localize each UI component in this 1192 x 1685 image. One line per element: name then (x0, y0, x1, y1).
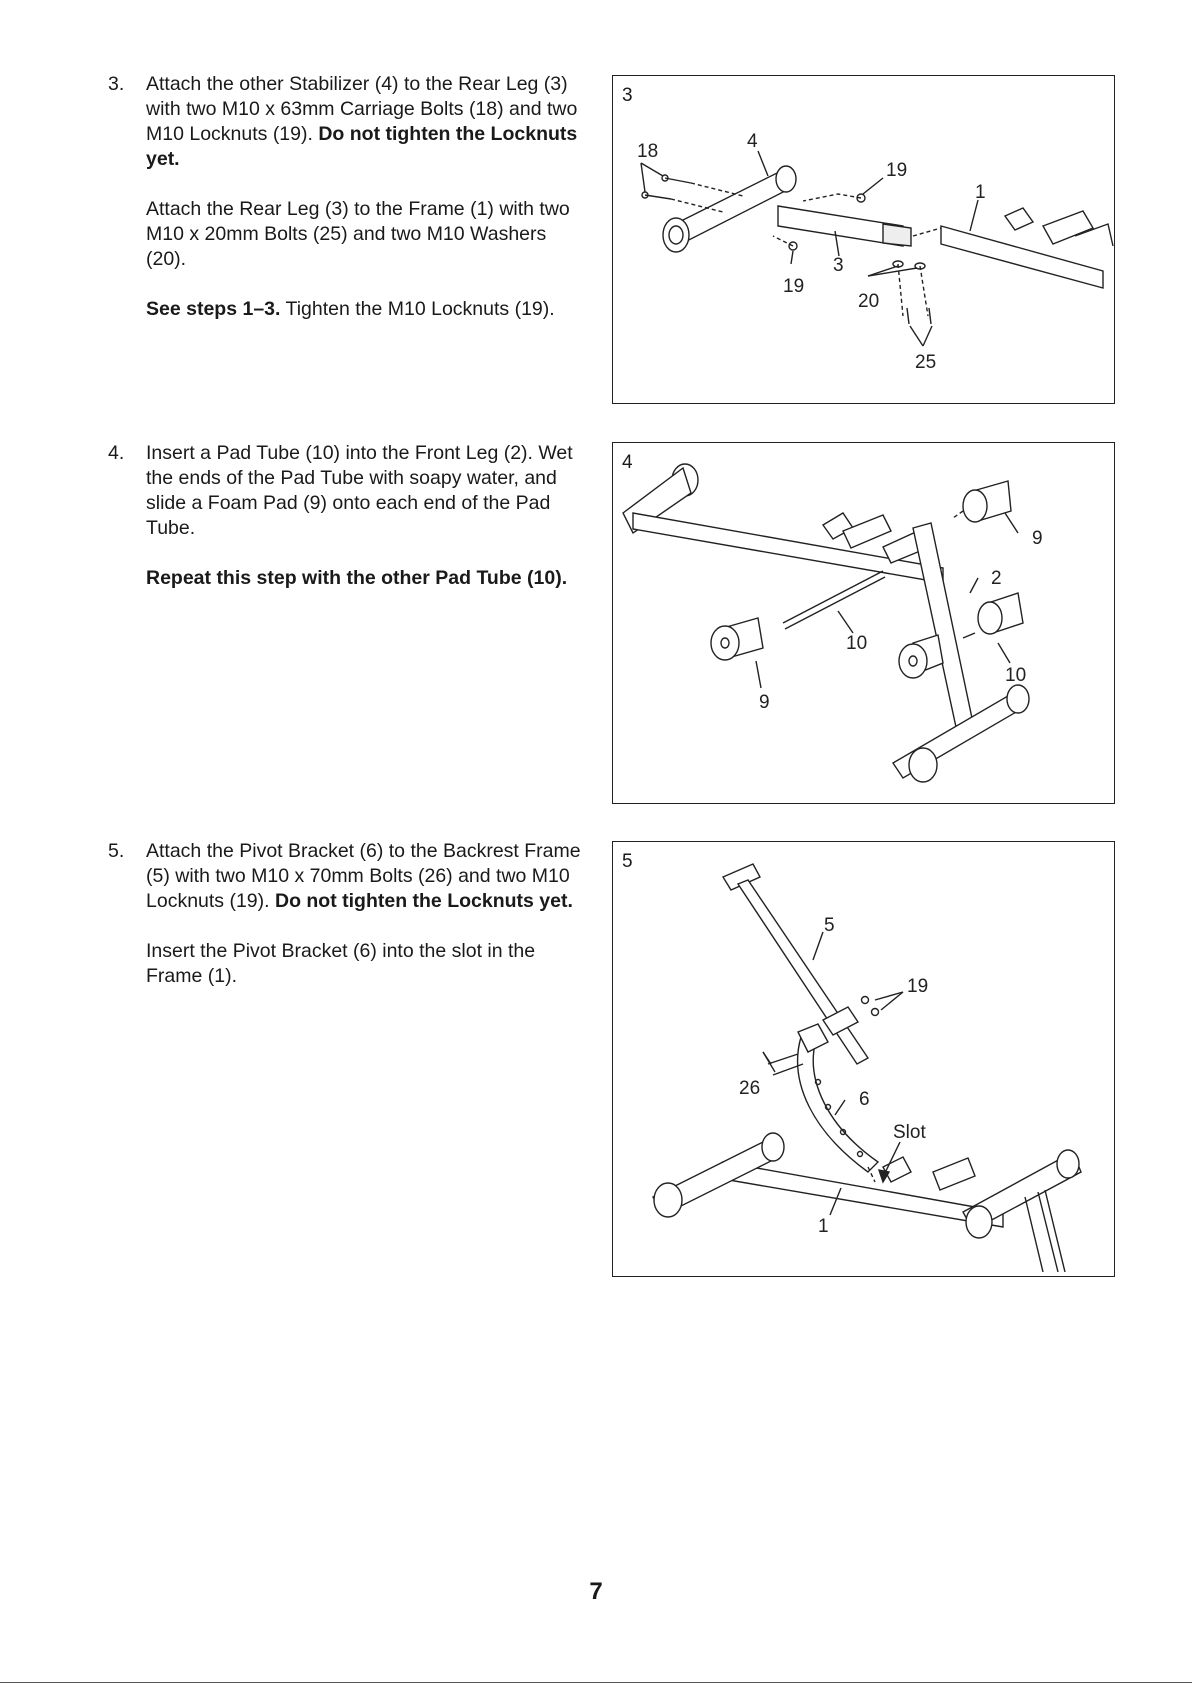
callout-19: 19 (783, 276, 805, 297)
figure-step-4 (612, 442, 1115, 804)
callout-26: 26 (739, 1078, 761, 1099)
callout-4: 4 (747, 131, 758, 152)
leader-lines (641, 151, 978, 346)
callout-3: 3 (833, 255, 844, 276)
callout-19: 19 (907, 976, 929, 997)
rear-leg-part-3 (778, 206, 911, 246)
callout-1: 1 (818, 1216, 829, 1237)
instruction-paragraph (146, 72, 586, 172)
callout-1: 1 (975, 182, 986, 203)
callout-9: 9 (1032, 528, 1043, 549)
leader-lines (756, 513, 1018, 688)
callout-slot: Slot (893, 1122, 926, 1143)
stabilizer-part-4 (663, 166, 796, 252)
callout-5: 5 (824, 915, 835, 936)
callout-20: 20 (858, 291, 880, 312)
step-instructions (146, 72, 586, 347)
instruction-warning: Do not tighten the Locknuts yet. (146, 123, 578, 170)
figure-number: 3 (622, 85, 633, 106)
callout-10: 10 (1005, 665, 1027, 686)
step-number: 4. (108, 442, 125, 464)
callout-9: 9 (759, 692, 770, 713)
instruction-paragraph (146, 197, 586, 272)
instruction-emphasis: See steps 1–3. (146, 298, 281, 320)
instruction-paragraph (146, 839, 586, 914)
callout-19: 19 (886, 160, 908, 181)
instruction-warning: Do not tighten the Locknuts yet. (274, 890, 573, 912)
instruction-text: Insert the Pivot Bracket (6) into the slot in the Frame (1). (146, 940, 536, 987)
frame-part-1 (623, 464, 943, 583)
step-instructions (146, 441, 586, 616)
step-instructions (146, 839, 586, 1014)
figure-step-5 (612, 841, 1115, 1277)
instruction-paragraph (146, 297, 586, 322)
instruction-text: Attach the Pivot Bracket (6) to the Backrest Frame (5) with two M10 x 70mm Bolts (26) and two M10 Locknuts (19). (146, 840, 581, 912)
step-number: 5. (108, 840, 125, 862)
instruction-text: Insert a Pad Tube (10) into the Front Leg (2). Wet the ends of the Pad Tube with soapy water, and slide a Foam Pad (9) onto each end of the Pad Tube. (146, 442, 573, 539)
callout-18: 18 (637, 141, 659, 162)
callout-2: 2 (991, 568, 1002, 589)
page-number: 7 (589, 1578, 603, 1605)
instruction-text: Attach the Rear Leg (3) to the Frame (1) with two M10 x 20mm Bolts (25) and two M10 Washers (20). (146, 198, 570, 270)
assembly-diagram-5 (613, 842, 1116, 1278)
instruction-paragraph (146, 939, 586, 989)
frame-part-1 (913, 208, 1113, 288)
callout-25: 25 (915, 352, 937, 373)
instruction-text: Attach the other Stabilizer (4) to the Rear Leg (3) with two M10 x 63mm Carriage Bolts (18) and two M10 Locknuts (19). (146, 73, 578, 145)
bottom-divider (0, 1682, 1192, 1683)
instruction-emphasis: Repeat this step with the other Pad Tube (10). (146, 567, 568, 589)
assembly-diagram-4 (613, 443, 1116, 805)
instruction-text: Tighten the M10 Locknuts (19). (280, 298, 555, 320)
backrest-frame-part-5 (723, 864, 868, 1064)
figure-step-3 (612, 75, 1115, 404)
figure-number: 5 (622, 851, 633, 872)
instruction-paragraph (146, 441, 586, 541)
step-number: 3. (108, 73, 125, 95)
assembly-diagram-3 (613, 76, 1116, 405)
figure-number: 4 (622, 452, 633, 473)
callout-10: 10 (846, 633, 868, 654)
callout-6: 6 (859, 1089, 870, 1110)
instruction-paragraph (146, 566, 586, 591)
callout-labels (637, 131, 986, 373)
